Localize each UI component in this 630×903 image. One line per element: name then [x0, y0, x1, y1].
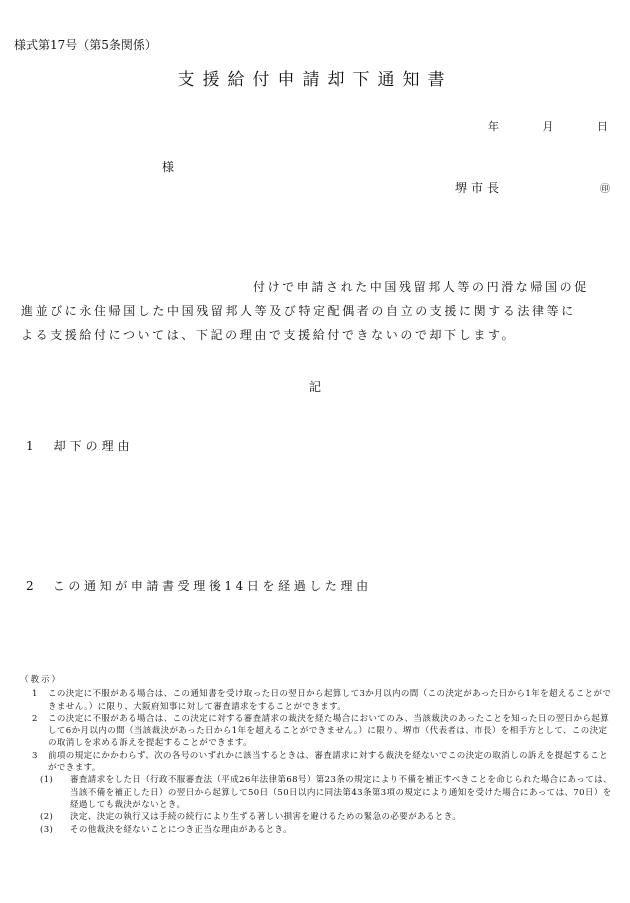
- note-item: [20, 688, 616, 713]
- note-number: 3: [32, 750, 38, 761]
- note-text: この決定に不服がある場合は、この決定に対する審査請求の裁決を経た場合においてのみ、当該裁決のあったことを知った日の翌日から起算して6か月以内の間（当該裁決があった日から1年を超えることができません。）に限り、堺市（代表者は、市長）を相手方として、この決定の取消しを求める訴えを提起することができます。: [48, 713, 610, 749]
- rejection-reason-heading: 1 却下の理由: [26, 439, 134, 453]
- note-item: [20, 713, 616, 750]
- subitem-number: (3): [40, 824, 54, 835]
- note-subitem: [20, 774, 616, 811]
- body-line-2: 進並びに永住帰国した中国残留邦人等及び特定配偶者の自立の支援に関する法律等に: [21, 304, 576, 318]
- date-line: [488, 118, 608, 134]
- notes-heading: （教示）: [20, 675, 63, 685]
- note-text: この決定に不服がある場合は、この通知書を受け取った日の翌日から起算して3か月以内の間（この決定があった日から1年を超えることができません。）に限り、大阪府知事に対して審査請求をすることができます。: [48, 689, 612, 712]
- sender-name: 堺市長: [455, 181, 504, 195]
- subitem-text: その他裁決を経ないことにつき正当な理由があるとき。: [70, 824, 292, 835]
- note-number: 1: [32, 689, 38, 700]
- note-subitem: [20, 811, 616, 823]
- date-month: 月: [542, 120, 554, 133]
- note-subitem: [20, 824, 616, 836]
- instruction-notes: [20, 674, 616, 836]
- subitem-number: (1): [40, 775, 54, 786]
- addressee-honorific: 様: [162, 160, 175, 174]
- document-title: 支援給付申請却下通知書: [177, 70, 453, 90]
- note-text: 前項の規定にかかわらず、次の各号のいずれかに該当するときは、審査請求に対する裁決を経ないでこの決定の取消しの訴えを提起することができます。: [48, 750, 609, 774]
- form-number: 様式第17号（第5条関係）: [14, 38, 157, 52]
- ki-heading: 記: [308, 380, 321, 394]
- delay-reason-heading: 2 この通知が申請書受理後14日を経過した理由: [26, 579, 372, 593]
- date-year: 年: [488, 120, 499, 133]
- subitem-number: (2): [40, 812, 54, 823]
- body-line-3: よる支援給付については、下記の理由で支援給付できないので却下します。: [21, 328, 517, 342]
- seal-mark: ㊞: [600, 184, 610, 195]
- note-number: 2: [32, 713, 38, 724]
- date-day: 日: [597, 120, 608, 133]
- subitem-text: 決定、決定の執行又は手続の続行により生ずる著しい損害を避けるための緊急の必要があるとき。: [70, 812, 462, 823]
- subitem-text: 審査請求をした日（行政不服審査法（平成26年法律第68号）第23条の規定により不備を補正すべきことを命じられた場合にあっては、当該不備を補正した日）の翌日から起算して50日（50日以内に同法第43条第3項の規定により通知を受けた場合にあっては、70日）を経過しても裁決がないとき。: [70, 775, 612, 810]
- body-line-1: 付けで申請された中国残留邦人等の円滑な帰国の促: [253, 280, 589, 294]
- body-paragraph: [21, 275, 611, 347]
- note-item: [20, 750, 616, 775]
